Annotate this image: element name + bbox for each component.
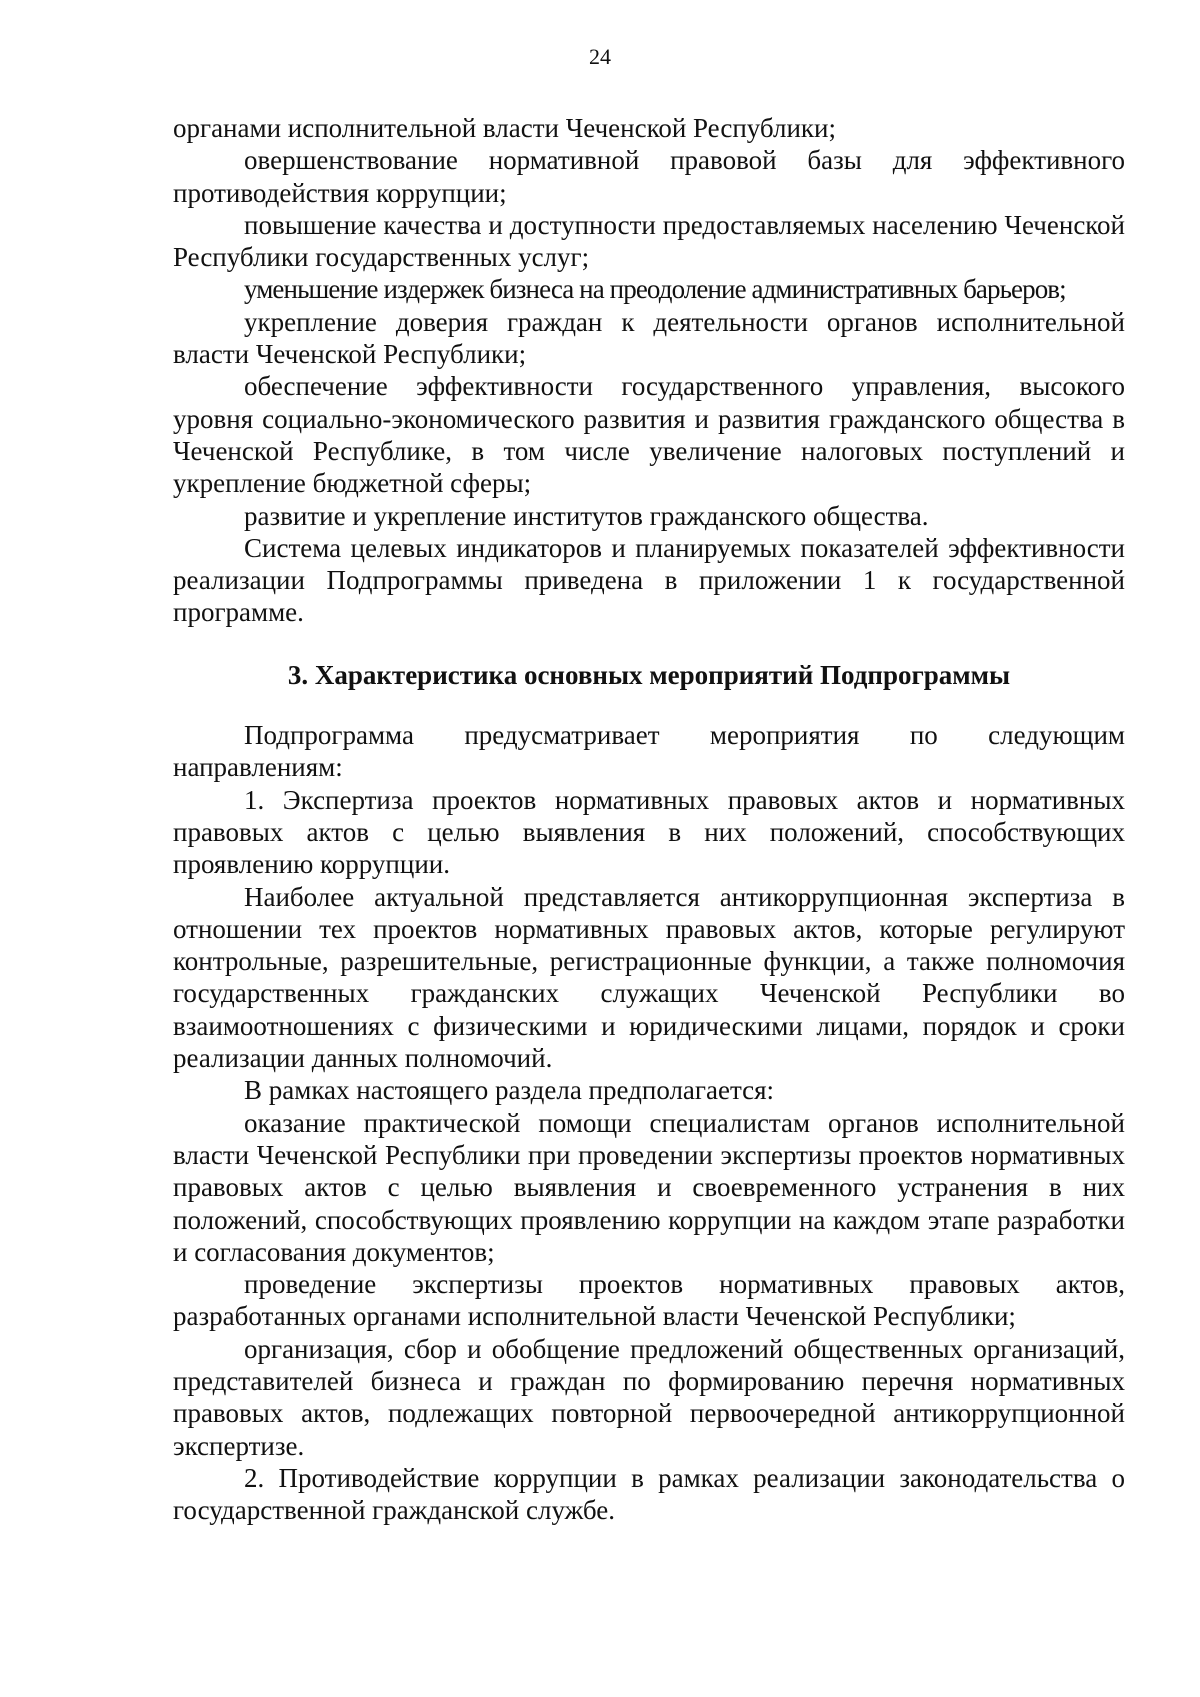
paragraph: Наиболее актуальной представляется антикоррупционная экспертиза в отношении тех проектов нормативных правовых актов, которые регулируют контрольные, разрешительные, регистрационные функции, а также полномочия государственных гражданских служащих Чеченской Республики во взаимоотношениях с физическими и юридическими лицами, порядок и сроки реализации данных полномочий. [173,881,1125,1074]
page-number: 24 [589,44,611,69]
document-body [173,112,1125,1526]
paragraph: уменьшение издержек бизнеса на преодоление административных барьеров; [244,274,1066,305]
paragraph: проведение экспертизы проектов нормативных правовых актов, разработанных органами исполнительной власти Чеченской Республики; [173,1269,1125,1332]
paragraph-continuation: органами исполнительной власти Чеченской Республики; [173,113,836,143]
paragraph: Подпрограмма предусматривает мероприятия по следующим направлениям: [173,720,1125,783]
paragraph: 2. Противодействие коррупции в рамках реализации законодательства о государственной гражданской службе. [173,1462,1125,1526]
paragraph: организация, сбор и обобщение предложений общественных организаций, представителей бизнеса и граждан по формированию перечня нормативных правовых актов, подлежащих повторной первоочередной антикоррупционной экспертизе. [173,1333,1125,1461]
paragraph: укрепление доверия граждан к деятельности органов исполнительной власти Чеченской Республики; [173,306,1125,370]
paragraph: В рамках настоящего раздела предполагается: [244,1075,774,1106]
paragraph: 1. Экспертиза проектов нормативных правовых актов и нормативных правовых актов с целью выявления в них положений, способствующих проявлению коррупции. [173,784,1125,880]
paragraph: обеспечение эффективности государственного управления, высокого уровня социально-экономического развития и развития гражданского общества в Чеченской Республике, в том числе увеличение налоговых поступлений и укрепление бюджетной сферы; [173,371,1125,499]
section-heading: 3. Характеристика основных мероприятий Подпрограммы [287,659,1011,690]
paragraph: Система целевых индикаторов и планируемых показателей эффективности реализации Подпрограммы приведена в приложении 1 к государственной программе. [173,532,1125,628]
paragraph: оказание практической помощи специалистам органов исполнительной власти Чеченской Республики при проведении экспертизы проектов нормативных правовых актов с целью выявления и своевременного устранения в них положений, способствующих проявлению коррупции на каждом этапе разработки и согласования документов; [173,1107,1125,1267]
paragraph: повышение качества и доступности предоставляемых населению Чеченской Республики государственных услуг; [173,209,1125,273]
paragraph: овершенствование нормативной правовой базы для эффективного противодействия коррупции; [173,145,1125,208]
paragraph: развитие и укрепление институтов гражданского общества. [244,500,929,531]
